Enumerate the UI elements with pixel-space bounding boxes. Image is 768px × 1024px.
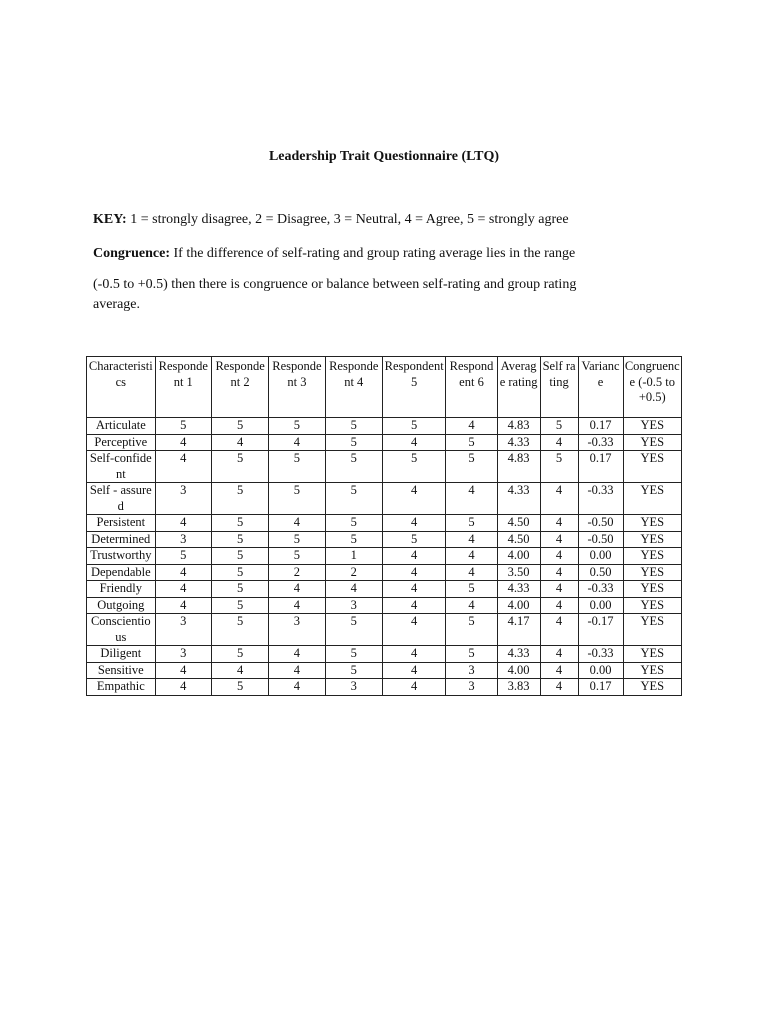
table-cell: 4 (446, 564, 497, 581)
document-title: Leadership Trait Questionnaire (LTQ) (268, 149, 500, 164)
table-cell: 4 (540, 662, 578, 679)
table-cell: 4 (269, 434, 325, 451)
table-cell: 3 (446, 679, 497, 696)
table-cell: 4 (382, 614, 445, 646)
column-header: Respondent 6 (446, 357, 497, 418)
congruence-line-1 (93, 244, 693, 264)
table-cell: 5 (446, 646, 497, 663)
table-cell: 4.50 (497, 515, 540, 532)
table-cell: YES (623, 451, 681, 483)
table-cell: YES (623, 597, 681, 614)
table-cell: YES (623, 564, 681, 581)
table-cell: 5 (269, 451, 325, 483)
table-cell: 5 (382, 531, 445, 548)
table-cell: 4 (155, 679, 211, 696)
table-cell: YES (623, 662, 681, 679)
characteristic-cell: Outgoing (87, 597, 156, 614)
characteristic-cell: Diligent (87, 646, 156, 663)
table-cell: 5 (269, 418, 325, 435)
table-row (87, 483, 682, 515)
table-cell: 4 (446, 597, 497, 614)
table-cell: 0.00 (578, 597, 623, 614)
table-cell: 5 (211, 581, 268, 598)
table-cell: 4 (382, 662, 445, 679)
table-cell: 5 (211, 679, 268, 696)
table-cell: 4 (446, 483, 497, 515)
characteristic-cell: Empathic (87, 679, 156, 696)
table-cell: 4 (155, 515, 211, 532)
table-cell: 4 (269, 581, 325, 598)
characteristic-cell: Dependable (87, 564, 156, 581)
table-cell: 5 (446, 451, 497, 483)
table-cell: 4 (269, 597, 325, 614)
table-cell: 5 (211, 531, 268, 548)
table-cell: 4 (155, 597, 211, 614)
table-cell: 5 (325, 483, 382, 515)
table-cell: -0.33 (578, 646, 623, 663)
characteristic-cell: Determined (87, 531, 156, 548)
table-cell: 4 (540, 434, 578, 451)
table-cell: -0.50 (578, 531, 623, 548)
table-cell: 0.17 (578, 679, 623, 696)
table-cell: 3 (446, 662, 497, 679)
key-paragraph (93, 212, 569, 228)
table-cell: YES (623, 646, 681, 663)
column-header: Characteristics (87, 357, 156, 418)
table-cell: 0.17 (578, 418, 623, 435)
column-header: Respondent5 (382, 357, 445, 418)
table-cell: 5 (540, 418, 578, 435)
table-row (87, 679, 682, 696)
table-cell: 4 (540, 646, 578, 663)
table-cell: 4.33 (497, 646, 540, 663)
characteristic-cell: Conscientious (87, 614, 156, 646)
table-cell: 4 (382, 483, 445, 515)
table-cell: 4 (540, 597, 578, 614)
characteristic-cell: Articulate (87, 418, 156, 435)
table-cell: 4.00 (497, 597, 540, 614)
table-row (87, 662, 682, 679)
table-cell: 3.50 (497, 564, 540, 581)
ltq-table (86, 356, 682, 696)
column-header: Self rating (540, 357, 578, 418)
table-row (87, 451, 682, 483)
table-cell: 4.33 (497, 434, 540, 451)
table-cell: 4 (382, 548, 445, 565)
characteristic-cell: Sensitive (87, 662, 156, 679)
characteristic-cell: Self - assured (87, 483, 156, 515)
table-cell: 5 (211, 548, 268, 565)
table-cell: 4 (269, 646, 325, 663)
table-cell: 2 (325, 564, 382, 581)
table-cell: 5 (211, 483, 268, 515)
table-cell: 4 (382, 679, 445, 696)
table-cell: 4 (155, 662, 211, 679)
table-cell: 3 (155, 483, 211, 515)
table-cell: 4 (382, 434, 445, 451)
table-body (87, 418, 682, 696)
table-row (87, 548, 682, 565)
table-cell: 4 (382, 597, 445, 614)
table-cell: 4.83 (497, 418, 540, 435)
table-row (87, 531, 682, 548)
table-cell: 4 (211, 434, 268, 451)
table-cell: 4 (155, 434, 211, 451)
table-cell: 4 (540, 679, 578, 696)
table-cell: 5 (382, 451, 445, 483)
table-cell: 4 (540, 614, 578, 646)
table-cell: 4 (211, 662, 268, 679)
table-cell: 5 (325, 531, 382, 548)
table-cell: 5 (155, 548, 211, 565)
table-cell: -0.33 (578, 434, 623, 451)
table-cell: 4.83 (497, 451, 540, 483)
characteristic-cell: Trustworthy (87, 548, 156, 565)
table-cell: 5 (446, 515, 497, 532)
key-label: KEY: (93, 212, 127, 227)
table-cell: 5 (325, 451, 382, 483)
table-cell: YES (623, 531, 681, 548)
table-cell: 5 (155, 418, 211, 435)
table-cell: 5 (211, 451, 268, 483)
characteristic-cell: Persistent (87, 515, 156, 532)
table-cell: 5 (269, 483, 325, 515)
table-cell: 3 (325, 679, 382, 696)
table-cell: 0.50 (578, 564, 623, 581)
table-cell: 4 (446, 531, 497, 548)
table-cell: 4 (382, 564, 445, 581)
table-cell: 5 (446, 614, 497, 646)
table-header-row (87, 357, 682, 418)
table-cell: 4 (382, 646, 445, 663)
table-cell: 5 (325, 418, 382, 435)
table-cell: 4.33 (497, 483, 540, 515)
table-cell: YES (623, 483, 681, 515)
table-cell: 4.00 (497, 548, 540, 565)
table-row (87, 434, 682, 451)
table-row (87, 646, 682, 663)
table-cell: 5 (269, 531, 325, 548)
table-cell: 5 (325, 434, 382, 451)
table-cell: 4 (325, 581, 382, 598)
table-cell: -0.17 (578, 614, 623, 646)
table-cell: 3.83 (497, 679, 540, 696)
table-cell: YES (623, 515, 681, 532)
table-cell: YES (623, 614, 681, 646)
table-cell: YES (623, 679, 681, 696)
table-cell: 3 (269, 614, 325, 646)
characteristic-cell: Self-confident (87, 451, 156, 483)
table-cell: 4.17 (497, 614, 540, 646)
table-cell: YES (623, 418, 681, 435)
table-cell: 4 (540, 548, 578, 565)
table-cell: 4 (540, 515, 578, 532)
table-cell: -0.33 (578, 483, 623, 515)
table-cell: 0.00 (578, 548, 623, 565)
table-cell: 5 (211, 646, 268, 663)
table-cell: 4 (446, 548, 497, 565)
column-header: Respondent 1 (155, 357, 211, 418)
column-header: Average rating (497, 357, 540, 418)
column-header: Respondent 4 (325, 357, 382, 418)
table-cell: 5 (211, 564, 268, 581)
table-cell: 3 (155, 531, 211, 548)
table-row (87, 597, 682, 614)
key-text: 1 = strongly disagree, 2 = Disagree, 3 = Neutral, 4 = Agree, 5 = strongly agree (126, 212, 569, 227)
column-header: Respondent 3 (269, 357, 325, 418)
table-cell: 0.00 (578, 662, 623, 679)
table-row (87, 581, 682, 598)
table-cell: 5 (446, 434, 497, 451)
table-cell: 4 (382, 515, 445, 532)
column-header: Respondent 2 (211, 357, 268, 418)
table-cell: 5 (325, 614, 382, 646)
table-cell: 4 (446, 418, 497, 435)
table-row (87, 515, 682, 532)
table-cell: 4 (540, 564, 578, 581)
table-cell: 4 (155, 564, 211, 581)
table-cell: 4 (540, 531, 578, 548)
table-cell: 5 (446, 581, 497, 598)
table-cell: 3 (155, 614, 211, 646)
table-cell: 4.00 (497, 662, 540, 679)
table-cell: -0.50 (578, 515, 623, 532)
table-cell: 2 (269, 564, 325, 581)
table-cell: 4 (269, 679, 325, 696)
congruence-label: Congruence: (93, 246, 170, 261)
table-cell: 4 (155, 581, 211, 598)
table-cell: 5 (211, 597, 268, 614)
congruence-paragraph (93, 244, 693, 315)
table-cell: 1 (325, 548, 382, 565)
table-cell: 0.17 (578, 451, 623, 483)
table-cell: 5 (382, 418, 445, 435)
table-cell: 5 (211, 515, 268, 532)
table-row (87, 418, 682, 435)
table-cell: 4.33 (497, 581, 540, 598)
table-cell: 5 (211, 418, 268, 435)
table-cell: YES (623, 434, 681, 451)
column-header: Congruence (-0.5 to +0.5) (623, 357, 681, 418)
table-cell: 3 (325, 597, 382, 614)
table-cell: 5 (325, 646, 382, 663)
table-cell: YES (623, 548, 681, 565)
table-cell: 4 (382, 581, 445, 598)
table-cell: 4.50 (497, 531, 540, 548)
table-row (87, 614, 682, 646)
table-row (87, 564, 682, 581)
congruence-text-1: If the difference of self-rating and group rating average lies in the range (170, 246, 576, 261)
table-cell: 5 (325, 662, 382, 679)
table-cell: 3 (155, 646, 211, 663)
table-cell: 4 (540, 581, 578, 598)
table-cell: 4 (269, 515, 325, 532)
table-cell: 4 (540, 483, 578, 515)
table-cell: YES (623, 581, 681, 598)
table-cell: 5 (540, 451, 578, 483)
table-cell: 5 (211, 614, 268, 646)
congruence-line-3: average. (93, 297, 141, 312)
table-cell: 4 (155, 451, 211, 483)
column-header: Variance (578, 357, 623, 418)
characteristic-cell: Perceptive (87, 434, 156, 451)
table-cell: 5 (325, 515, 382, 532)
table-cell: 4 (269, 662, 325, 679)
table-cell: 5 (269, 548, 325, 565)
table-cell: -0.33 (578, 581, 623, 598)
congruence-line-2: (-0.5 to +0.5) then there is congruence or balance between self-rating and group rating (93, 277, 577, 292)
characteristic-cell: Friendly (87, 581, 156, 598)
